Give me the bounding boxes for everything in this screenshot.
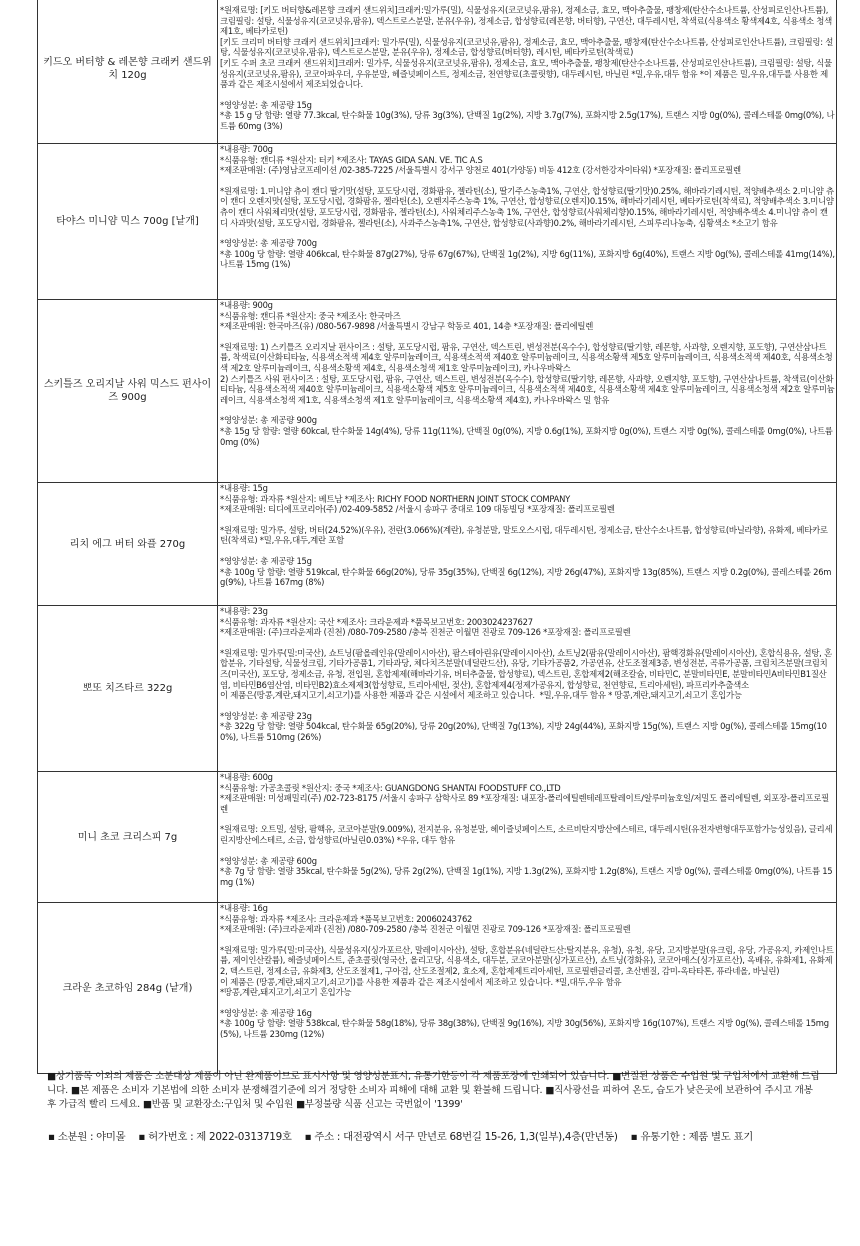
product-name: 리치 에그 버터 와플 270g: [38, 483, 218, 606]
info-line: *식품유형: 과자류 *원산지: 베트남 *제조사: RICHY FOOD NORTHERN JOINT STOCK COMPANY: [220, 493, 571, 504]
product-row: [38, 483, 837, 606]
info-line: *내용량: 15g: [220, 483, 268, 493]
seller-footer: [48, 1130, 828, 1144]
nutrition-line: *영양성분: 총 제공량 23g: [220, 710, 312, 721]
product-label-table: [37, 0, 838, 1074]
info-line: *제조판매원: 티디에프코리아(주) /02-409-5852 /서울시 송파구 중대로 109 대동빌딩 *포장재질: 폴리프로필렌: [220, 504, 615, 515]
nutrition-line: *영양성분: 총 제공량 15g: [220, 99, 312, 110]
info-line: *식품유형: 가공초콜릿 *원산지: 중국 *제조사: GUANGDONG SHANTAI FOODSTUFF CO.,LTD: [220, 782, 561, 793]
info-line: *제조판매원: (주)크라운제과 (진천) /080-709-2580 /충북 진천군 이월면 진광로 709-126 *포장재질: 폴리프로필렌: [220, 627, 631, 638]
product-name: 뽀또 치즈타르 322g: [38, 606, 218, 772]
product-row: [38, 0, 837, 144]
product-name: 타야스 미니얌 믹스 700g [낱개]: [38, 144, 218, 300]
nutrition-line: *총 15 g 당 함량: 열량 77.3kcal, 탄수화물 10g(3%), 당류 3g(3%), 단백질 1g(2%), 지방 3.7g(7%), 포화지방 2.5g(17%), 트랜스 지방 0g(0%), 콜레스테롤 0mg(0%), 나트륨 60mg (3%): [220, 110, 835, 131]
product-name: 크라운 초코하임 284g (낱개): [38, 903, 218, 1074]
info-line: *제조판매원: (주)영남코프레이션 /02-385-7225 /서울특별시 강서구 양천로 401(가양동) 비동 412호 (강서한강자이타워) *포장재질: 폴리프로필렌: [220, 165, 741, 176]
nutrition-line: *영양성분: 총 제공량 16g: [220, 1007, 312, 1018]
info-line: *땅콩,계란,돼지고기,쇠고기 혼입가능: [220, 987, 352, 998]
info-line: *원재료명: 밀가루, 설탕, 버터(24.52%)(우유), 전란(3.066%)(계란), 유청분말, 말토오스시럽, 대두레시틴, 정제소금, 탄산수소나트륨, 합성향료(바닐라향), 유화제, 베타카로틴(착색료) *밀,우유,대두,계란 포함: [220, 524, 828, 546]
info-line: *내용량: 700g: [220, 144, 273, 154]
nutrition-line: *총 100g 당 함량: 열량 538kcal, 탄수화물 58g(18%), 당류 38g(38%), 단백질 9g(16%), 지방 30g(56%), 포화지방 16g(107%), 트랜스 지방 0g(%), 콜레스테롤 15mg(5%), 나트륨 230mg (12%): [220, 1018, 829, 1039]
nutrition-line: *영양성분: 총 제공량 900g: [220, 415, 317, 426]
info-line: *원재료명: 밀가루(밀:미국산), 쇼트닝(팜올레인유(말레이시아산), 팜스테아린유(말레이시아산), 쇼트닝2(팜유(말레이시아산), 팜핵경화유(말레이시아산), 혼합식용유, 설탕, 혼합분유, 기타설탕, 식물성크림, 기타가공품1, 기타과당, 체다치즈분말(네덜란드산), 유당, 기타가공품2, 가공연유, 산도조절제3종, 변성전분, 곡류가공품, 크림치즈분말(크림치즈(미국산), 포도당, 정제소금, 유청, 전입원, 혼합제제(해바라기유, 버터추출물, 합성향료), 덱스트린, 혼합제제2(해조칼슘, 비타민C, 분말비타민E, 분말비타민A비타민B1질산염, 비타민B6염산염, 비타민B2)효소제제3(합성향료, 트리아세틴, 젖산), 혼합제제4(정제가공유지, 합성향료, 천연향료, 트리아세틴), 파프리카추출색소: [220, 647, 832, 690]
info-line: [키도 수퍼 초코 크래커 샌드위치]크래커: 밀가루, 식물성유지(코코넛유,팜유), 정제소금, 효모, 맥아추출물, 팽창제(탄산수소나트륨, 산성피로인산나트륨), 크림필링: 설탕, 식물성유지(코코넛유,팜유), 코코아파우더, 우유분말, 헤즐넛페이스트, 정제소금, 천연향료(초콜릿향), 대두레시틴, 바닐린 *밀,우유,대두 함유 *이 제품은 밀,우유,대두를 사용한 제품과 같은 제조시설에서 제조되었습니다.: [220, 57, 832, 90]
footer-expiry: ▪ 유통기한 : 제품 별도 표기: [630, 1131, 754, 1143]
info-line: *내용량: 600g: [220, 772, 273, 782]
info-line: *내용량: 900g: [220, 300, 273, 310]
nutrition-line: *총 100g 당 함량: 열량 406kcal, 탄수화물 87g(27%), 당류 67g(67%), 단백질 1g(2%), 지방 6g(11%), 포화지방 6g(40%), 트랜스 지방 0g(%), 콜레스테롤 41mg(14%), 나트륨 15mg (1%): [220, 248, 838, 270]
footer-seller: ▪ 소분원 : 야미몰: [48, 1131, 126, 1143]
info-line: *제조판매원: 한국마즈(유) /080-567-9898 /서울특별시 강남구 학동로 401, 14층 *포장재질: 폴리에틸렌: [220, 321, 594, 332]
product-row: [38, 300, 837, 483]
nutrition-line: *영양성분: 총 제공량 15g: [220, 555, 312, 566]
nutrition-line: *영양성분: 총 제공량 700g: [220, 238, 317, 249]
info-line: *식품유형: 캔디류 *원산지: 터키 *제조사: TAYAS GIDA SAN. VE. TIC A.S: [220, 154, 483, 165]
info-line: *원재료명: 밀가루(밀:미국산), 식물성유지(싱가포르산, 말레이시아산), 설탕, 혼합분유(네덜란드산:탈지분유, 유청), 유청, 유당, 고지방분말(유크림, 유당, 가공유지, 카제인나트륨, 제이인산칼륨), 헤즐넛페이스트, 준초콜릿(영국산, 올리고당, 식용색소, 대두분, 코코아분말(싱가포르산), 쇼트닝(경화유), 코코아매스(싱가포르산), 옥배유, 유화제1, 유화제2, 덱스트린, 정제소금, 유화제3, 산도조절제1, 구아검, 산도조절제2, 효소제, 혼합제제트리아세틴, 프로필렌글리콜, 초산벤질, 감미-옥타타톤, 퓨라네올, 바닐린): [220, 944, 834, 976]
info-line: *식품유형: 캔디류 *원산지: 중국 *제조사: 한국마즈: [220, 310, 401, 321]
info-line: *제조판매원: 미성패밀리(주) /02-723-8175 /서울시 송파구 삼학사로 89 *포장재질: 내포장-폴리에틸렌테레프탈레이트/알루미늄호일/저밀도 폴리에틸렌, 외포장-폴리프로필렌: [220, 793, 829, 814]
nutrition-line: *총 7g 당 함량: 열량 35kcal, 탄수화물 5g(2%), 당류 2g(2%), 단백질 1g(1%), 지방 1.3g(2%), 포화지방 1.2g(8%), 트랜스 지방 0g(%), 콜레스테롤 0mg(0%), 나트륨 15mg (1%): [220, 866, 833, 887]
product-info: [218, 300, 837, 483]
nutrition-line: *총 322g 당 함량: 열량 504kcal, 탄수화물 65g(20%), 당류 20g(20%), 단백질 7g(13%), 지방 24g(44%), 포화지방 15g(%), 트랜스 지방 0g(%), 콜레스테롤 15mg(100%), 나트륨 510mg (26%): [220, 721, 827, 742]
product-info: [218, 144, 837, 300]
info-line: *원재료명: [키도 버터향&레몬향 크래커 샌드위치]크래커:밀가루(밀), 식물성유지(코코넛유,팜유), 정제소금, 효모, 맥아추출물, 팽창제(탄산수소나트륨, 산성피로인산나트륨), 크림필링: 설탕, 식물성유지(코코넛유,팜유), 덱스트로스분말, 분유(우유), 정제소금, 합성향료(레몬향, 버터향), 구연산, 대두레시틴, 착색료(식용색소 황색제4호, 식용색소 청색 제1호, 베타카로틴): [220, 5, 835, 37]
info-line: *내용량: 23g: [220, 606, 268, 616]
info-line: *내용량: 16g: [220, 903, 268, 913]
info-line: *원재료명: 1) 스키틀즈 오리지날 펀사이즈 : 설탕, 포도당시럽, 팜유, 구연산, 덱스트린, 변성전분(옥수수), 합성향료(딸기향, 레몬향, 사과향, 오렌지향, 포도향), 구연산삼나트륨, 착색료(이산화티타늄, 식용색소적색 제4호 알루미늄레이크, 식용색소적색 제40호 알루미늄레이크, 식용색소황색 제5호 알루미늄레이크, 식용색소적색 제40호, 식용색소청색 제2호 알루미늄레이크, 식용색소황색 제4호, 식용색소청색 제1호 알루미늄레이크), 카나우바왁스: [220, 341, 833, 373]
product-name: 키드오 버터향 & 레몬향 크래커 샌드위치 120g: [38, 0, 218, 144]
info-line: *제조판매원: (주)크라운제과 (진천) /080-709-2580 /충북 진천군 이월면 진광로 709-126 *포장재질: 폴리프로필렌: [220, 924, 631, 935]
product-row: [38, 772, 837, 903]
info-line: *식품유형: 과자류 *제조사: 크라운제과 *품목보고번호: 20060243762: [220, 913, 473, 924]
product-name: 스키틀즈 오리지날 사워 믹스드 펀사이즈 900g: [38, 300, 218, 483]
nutrition-line: *총 100g 당 함량: 열량 519kcal, 탄수화물 66g(20%), 당류 35g(35%), 단백질 6g(12%), 지방 26g(47%), 포화지방 13g(85%), 트랜스 지방 0.2g(0%), 콜레스테롤 26mg(9%), 나트륨 167mg (8%): [220, 566, 832, 588]
footer-address: ▪ 주소 : 대전광역시 서구 만년로 68번길 15-26, 1,3(일부),4층(만년동): [304, 1131, 618, 1143]
info-line: 이 제품은(땅콩,계란,돼지고기,쇠고기)를 사용한 제품과 같은 시설에서 제조하고 있습니다. *밀,우유,대두 함유 * 땅콩,계란,돼지고기,쇠고기 혼입가능: [220, 690, 742, 701]
product-info: [218, 0, 837, 144]
footer-license: ▪ 허가번호 : 제 2022-0313719호: [138, 1131, 292, 1143]
product-info: [218, 483, 837, 606]
notice-paragraph: ■상기품목 이외의 제품은 소분대상 제품이 아닌 완제품이므로 표시사항 및 영양성분표시, 유통기한등이 각 제품포장에 인쇄되어 있습니다. ■변질된 상품은 수입원 및 구입처에서 교환해 드립니다. ■본 제품은 소비자 기본법에 의한 소비자 분쟁해결기준에 의거 정당한 소비자 피해에 대해 교환 및 환불해 드립니다. ■직사광선을 피하여 온도, 습도가 낮은곳에 보관하여 주시고 개봉 후 가급적 빨리 드세요. ■반품 및 교환장소:구입처 및 수입원 ■부정불량 식품 신고는 국번없이 '1399': [47, 1071, 820, 1110]
info-line: *원재료명: 오트밀, 설탕, 팜핵유, 코코아분말(9.009%), 전지분유, 유청분말, 헤이즐넛페이스트, 소르비탄지방산에스테르, 대두레시틴(유전자변형대두포함가능성있음), 글리세린지방산에스테르, 소금, 합성향료(바닐린0.03%) *우유, 대두 함유: [220, 824, 833, 845]
nutrition-line: *영양성분: 총 제공량 600g: [220, 855, 317, 866]
product-row: [38, 903, 837, 1074]
product-name: 미니 초코 크리스피 7g: [38, 772, 218, 903]
product-info: [218, 903, 837, 1074]
info-line: *식품유형: 과자류 *원산지: 국산 *제조사: 크라운제과 *품목보고번호: 2003024237627: [220, 616, 533, 627]
info-line: 2) 스키틀즈 사워 펀사이즈 : 설탕, 포도당시럽, 팜유, 구연산, 덱스트린, 변성전분(옥수수), 합성향료(딸기향, 레몬향, 사과향, 오렌지향, 포도향), 구연산삼나트륨, 착색료(이산화티타늄, 식용색소적색 제40호 알루미늄레이크, 식용색소황색 제5호 알루미늄레이크, 식용색소적색 제40호, 식용색소황색 제4호 알루미늄레이크, 식용색소청색 제2호 알루미늄레이크, 식용색소청색 제1호, 식용색소청색 제1호 알루미늄레이크, 식용색소황색 제4호), 카나우바왁스 밀 함유: [220, 373, 835, 405]
nutrition-line: *총 15g 당 함량: 열량 60kcal, 탄수화물 14g(4%), 당류 11g(11%), 단백질 0g(0%), 지방 0.6g(1%), 포화지방 0g(0%), 트랜스 지방 0g(%), 콜레스테롤 0mg(0%), 나트륨 0mg (0%): [220, 425, 836, 447]
product-info: [218, 606, 837, 772]
info-line: *원재료명: 1.미니얌 츄이 캔디 딸기맛(설탕, 포도당시럽, 경화팜유, 젤라틴(소), 딸기주스농축1%, 구연산, 합성향료(딸기맛)0.25%, 해바라기레시틴, 적양배추색소 2.미니얌 츄이 캔디 오렌지맛(설탕, 포도당시럽, 경화팜유, 젤라틴(소), 오렌지주스농축 1%, 구연산, 합성향료(오렌지)0.15%, 해바라기레시틴, 베타카로틴(착색료), 적양배추색소 3.미니얌 츄이 캔디 사워체리맛(설탕, 포도당시럽, 경화팜유, 젤라틴(소), 사워체리주스농축 1%, 구연산, 합성향료(사워체리향)0.15%, 해바라기레시틴, 적양배추색소 4.미니얌 츄이 캔디 사과맛(설탕, 포도당시럽, 경화팜유, 젤라틴(소), 사과주스농축1%, 구연산, 합성향료(사과향)0.2%, 해바라기레시틴, 스피루리나농축, 심황색소 *소고기 함유: [220, 185, 837, 228]
info-line: [키도 크리미 버터향 크래커 샌드위치]크래커: 밀가루(밀), 식물성유지(코코넛유,팜유), 정제소금, 효모, 맥아추출물, 팽창제(탄산수소나트륨, 산성피로인산나트륨), 크림필링: 설탕, 식물성유지(코코넛유,팜유), 덱스트로스분말, 분유(우유), 정제소금, 합성향료(버터향), 레시틴, 베타카로틴(착색료): [220, 36, 834, 58]
product-row: [38, 606, 837, 772]
product-row: [38, 144, 837, 300]
product-info: [218, 772, 837, 903]
notice-text: [47, 1070, 822, 1112]
info-line: 이 제품은 (땅콩,계란,돼지고기,쇠고기)를 사용한 제품과 같은 제조시설에서 제조하고 있습니다. *밀,대두,우유 함유: [220, 976, 622, 987]
